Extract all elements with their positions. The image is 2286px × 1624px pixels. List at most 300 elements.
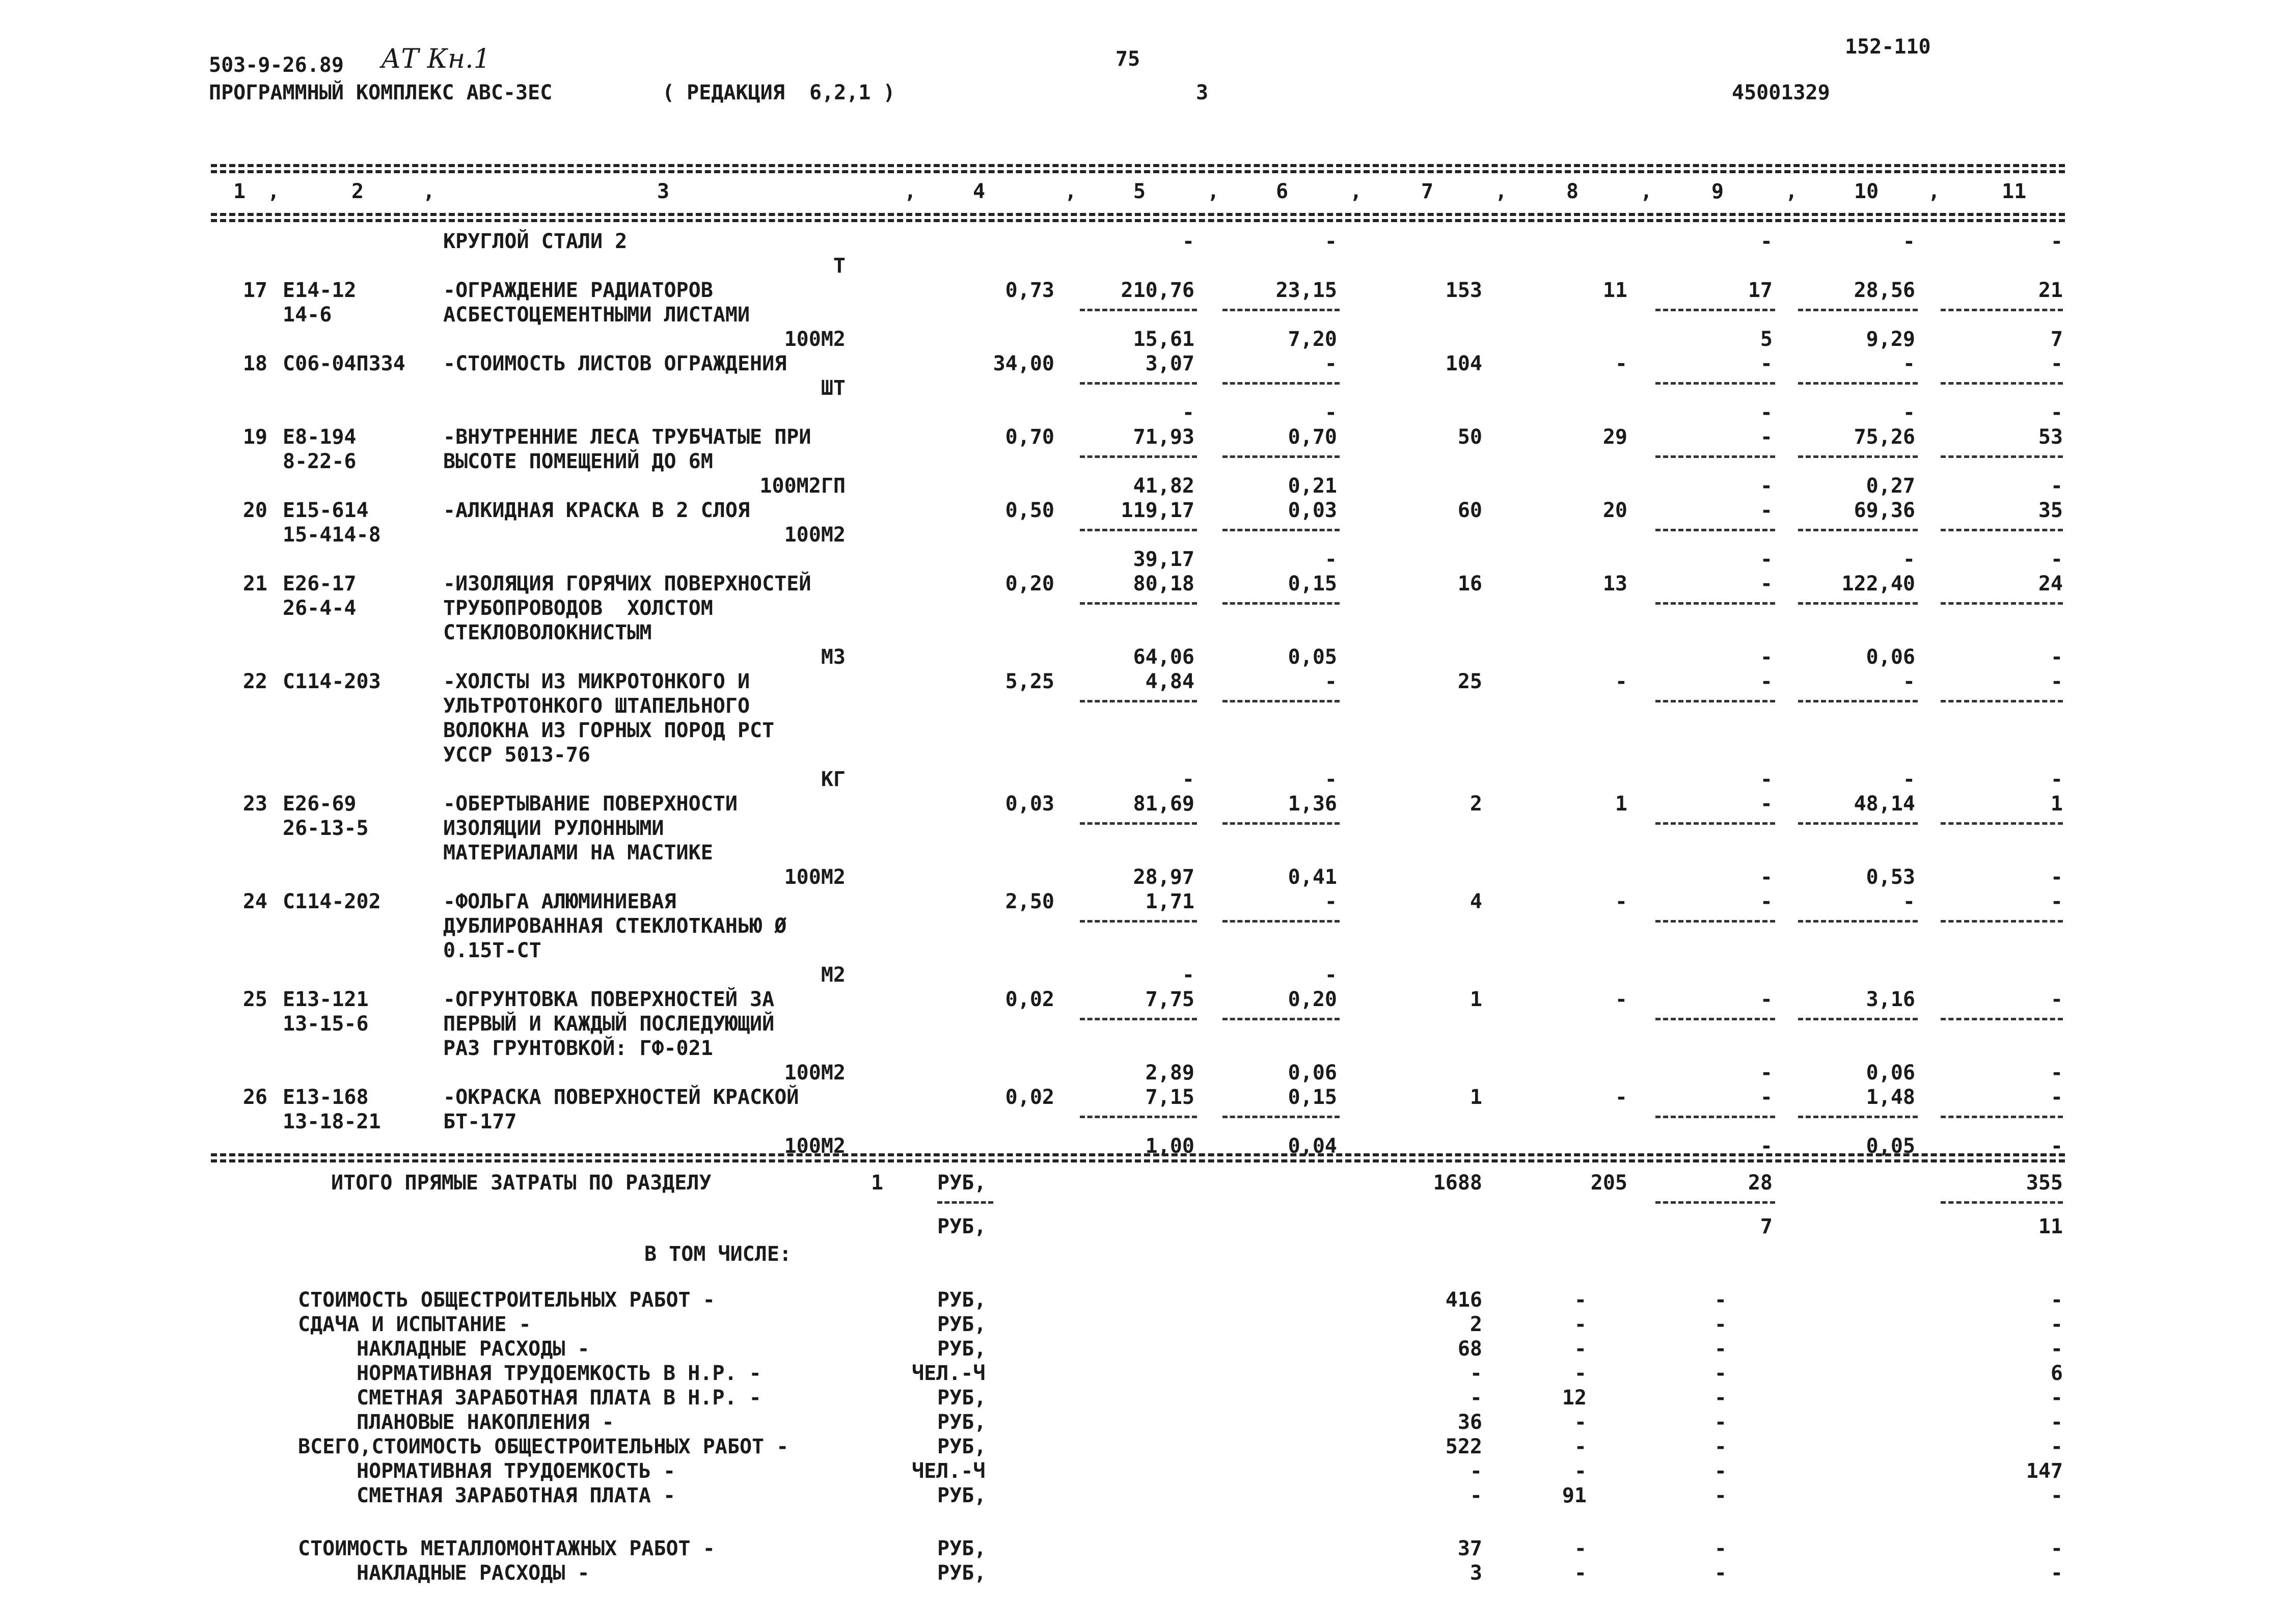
row-value-c5: 7,15: [1145, 1086, 1194, 1109]
row-value-c9: -: [1760, 425, 1773, 449]
row-value-c10: 48,14: [1854, 792, 1915, 816]
row-description: -ФОЛЬГА АЛЮМИНИЕВАЯ: [443, 890, 676, 913]
summary-c11: -: [2050, 1386, 2063, 1410]
sheet-number: 3: [1196, 81, 1209, 104]
value-underline: [1655, 309, 1775, 311]
total-underline: [1941, 1201, 2063, 1204]
total-label: ИТОГО ПРЯМЫЕ ЗАТРАТЫ ПО РАЗДЕЛУ: [331, 1171, 712, 1195]
row-value-c5: 210,76: [1121, 279, 1194, 302]
row-value-c4: 0,02: [1005, 1086, 1054, 1109]
table-bottom-rule: [211, 1153, 2065, 1156]
row-description: -СТОИМОСТЬ ЛИСТОВ ОГРАЖДЕНИЯ: [443, 352, 787, 375]
value-underline: [1222, 529, 1340, 531]
row-value-c8: 20: [1602, 499, 1627, 522]
row-value-c5: 4,84: [1145, 670, 1194, 693]
row-value-c6: 1,36: [1288, 792, 1337, 816]
value-underline: [1798, 309, 1918, 311]
row-value-c10: 69,36: [1854, 499, 1915, 522]
edition: ( РЕДАКЦИЯ 6,2,1 ): [662, 81, 895, 104]
summary-c11: -: [2050, 1313, 2063, 1336]
summary-c8: -: [1574, 1337, 1587, 1361]
value-underline: [1222, 1116, 1340, 1118]
row-sub-s5: 39,17: [1133, 548, 1194, 571]
row-value-c6: -: [1324, 230, 1337, 253]
row-value-c9: -: [1760, 499, 1773, 522]
summary-label: СТОИМОСТЬ МЕТАЛЛОМОНТАЖНЫХ РАБОТ -: [298, 1537, 715, 1560]
summary-label: СМЕТНАЯ ЗАРАБОТНАЯ ПЛАТА В Н.Р. -: [357, 1386, 761, 1410]
value-underline: [1941, 529, 2063, 531]
summary-label: НОРМАТИВНАЯ ТРУДОЕМКОСТЬ В Н.Р. -: [357, 1362, 761, 1385]
program-name: ПРОГРАММНЫЙ КОМПЛЕКС АВС-3ЕС: [209, 81, 553, 104]
row-sub-s6: 0,21: [1288, 474, 1337, 498]
summary-c7: -: [1469, 1362, 1482, 1385]
row-sub-s11: -: [2050, 1134, 2063, 1158]
row-description: АСБЕСТОЦЕМЕНТНЫМИ ЛИСТАМИ: [443, 303, 750, 327]
summary-c9: -: [1714, 1484, 1727, 1507]
column-separator: ,: [1207, 180, 1220, 203]
summary-c8: 91: [1562, 1484, 1587, 1507]
row-sub-s6: 0,05: [1288, 645, 1337, 669]
row-code: Е26-17: [283, 572, 357, 596]
row-code: Е15-614: [283, 499, 369, 522]
summary-unit: ЧЕЛ.-Ч: [912, 1362, 986, 1385]
row-sub-s10: 0,06: [1866, 645, 1915, 669]
row-number: 19: [242, 425, 267, 449]
row-sub-s6: -: [1324, 963, 1337, 987]
row-sub-s10: 0,06: [1866, 1061, 1915, 1085]
row-value-c10: 75,26: [1854, 425, 1915, 449]
value-underline: [1655, 602, 1775, 605]
total-sub-c9: 7: [1760, 1215, 1773, 1238]
row-code: Е13-168: [283, 1086, 369, 1109]
row-value-c11: 1: [2050, 792, 2063, 816]
summary-c9: -: [1714, 1537, 1727, 1560]
row-value-c10: 1,48: [1866, 1086, 1915, 1109]
row-description: -ХОЛСТЫ ИЗ МИКРОТОНКОГО И: [443, 670, 750, 693]
row-value-c5: -: [1182, 230, 1194, 253]
value-underline: [1941, 1018, 2063, 1020]
value-underline: [1222, 1018, 1340, 1020]
total-c11: 355: [2026, 1171, 2063, 1195]
value-underline: [1941, 602, 2063, 605]
summary-c11: -: [2050, 1288, 2063, 1312]
row-description: 0.15Т-СТ: [443, 939, 541, 962]
row-sub-s6: -: [1324, 548, 1337, 571]
summary-c7: -: [1469, 1459, 1482, 1483]
table-bottom-rule-2: [211, 1159, 2065, 1162]
row-sub-s11: -: [2050, 768, 2063, 791]
value-underline: [1655, 455, 1775, 458]
row-value-c6: -: [1324, 890, 1337, 913]
value-underline: [1655, 700, 1775, 702]
summary-c9: -: [1714, 1459, 1727, 1483]
row-sub-s9: -: [1760, 1134, 1773, 1158]
summary-c9: -: [1714, 1386, 1727, 1410]
row-value-c11: -: [2050, 988, 2063, 1011]
summary-c11: -: [2050, 1337, 2063, 1361]
row-description: БТ-177: [443, 1110, 517, 1133]
row-value-c8: 13: [1602, 572, 1627, 596]
row-unit: 100М2: [784, 328, 846, 351]
row-description: ВОЛОКНА ИЗ ГОРНЫХ ПОРОД РСТ: [443, 719, 775, 742]
value-underline: [1655, 1018, 1775, 1020]
value-underline: [1941, 455, 2063, 458]
column-separator: ,: [1640, 180, 1653, 203]
value-underline: [1080, 1116, 1197, 1118]
row-sub-s6: 0,41: [1288, 865, 1337, 889]
row-description: -ОБЕРТЫВАНИЕ ПОВЕРХНОСТИ: [443, 792, 738, 816]
row-unit: 100М2: [784, 865, 846, 889]
column-header-8: 8: [1566, 180, 1579, 203]
row-value-c6: 0,15: [1288, 1086, 1337, 1109]
row-value-c5: 71,93: [1133, 425, 1194, 449]
row-sub-s9: -: [1760, 474, 1773, 498]
summary-c9: -: [1714, 1337, 1727, 1361]
row-subcode: 14-6: [283, 303, 332, 327]
row-sub-s5: 64,06: [1133, 645, 1194, 669]
row-value-c8: 11: [1602, 279, 1627, 302]
row-unit: Т: [833, 254, 846, 278]
row-value-c4: 0,20: [1005, 572, 1054, 596]
value-underline: [1080, 529, 1197, 531]
row-value-c5: 1,71: [1145, 890, 1194, 913]
row-sub-s6: 7,20: [1288, 328, 1337, 351]
row-number: 26: [242, 1086, 267, 1109]
value-underline: [1222, 309, 1340, 311]
summary-c7: 68: [1457, 1337, 1482, 1361]
column-header-3: 3: [657, 180, 670, 203]
value-underline: [1941, 382, 2063, 385]
row-description: -ОГРАЖДЕНИЕ РАДИАТОРОВ: [443, 279, 713, 302]
row-description: УЛЬТРОТОНКОГО ШТАПЕЛЬНОГО: [443, 694, 750, 718]
table-top-rule: [211, 164, 2065, 167]
row-sub-s5: -: [1182, 963, 1194, 987]
row-value-c4: 0,02: [1005, 988, 1054, 1011]
row-value-c11: -: [2050, 670, 2063, 693]
row-value-c7: 4: [1469, 890, 1482, 913]
row-unit: М2: [821, 963, 846, 987]
row-sub-s9: -: [1760, 645, 1773, 669]
row-unit: 100М2ГП: [759, 474, 846, 498]
value-underline: [1080, 920, 1197, 923]
row-value-c10: 122,40: [1841, 572, 1915, 596]
row-value-c10: -: [1902, 890, 1915, 913]
value-underline: [1798, 822, 1918, 825]
summary-c11: -: [2050, 1561, 2063, 1585]
row-sub-s5: 1,00: [1145, 1134, 1194, 1158]
row-value-c6: 23,15: [1275, 279, 1337, 302]
column-header-1: 1: [233, 180, 246, 203]
row-sub-s5: 2,89: [1145, 1061, 1194, 1085]
value-underline: [1798, 455, 1918, 458]
row-value-c10: 28,56: [1854, 279, 1915, 302]
row-code: Е26-69: [283, 792, 357, 816]
row-number: 25: [242, 988, 267, 1011]
summary-c8: -: [1574, 1435, 1587, 1458]
row-sub-s9: -: [1760, 768, 1773, 791]
column-header-2: 2: [351, 180, 364, 203]
value-underline: [1941, 700, 2063, 702]
value-underline: [1798, 382, 1918, 385]
value-underline: [1080, 455, 1197, 458]
column-header-11: 11: [2002, 180, 2027, 203]
row-value-c8: -: [1615, 670, 1627, 693]
value-underline: [1222, 822, 1340, 825]
row-value-c4: 0,03: [1005, 792, 1054, 816]
row-sub-s9: -: [1760, 865, 1773, 889]
page-number: 75: [1115, 47, 1140, 71]
summary-c8: -: [1574, 1411, 1587, 1434]
row-unit: 100М2: [784, 523, 846, 547]
summary-c9: -: [1714, 1288, 1727, 1312]
summary-c9: -: [1714, 1435, 1727, 1458]
row-description: -ОГРУНТОВКА ПОВЕРХНОСТЕЙ ЗА: [443, 988, 775, 1011]
value-underline: [1798, 1018, 1918, 1020]
row-number: 20: [242, 499, 267, 522]
table-header-rule: [211, 213, 2065, 216]
summary-unit: РУБ,: [937, 1484, 987, 1507]
total-c7: 1688: [1433, 1171, 1482, 1195]
summary-unit: РУБ,: [937, 1313, 987, 1336]
summary-c7: 2: [1469, 1313, 1482, 1336]
row-description: РАЗ ГРУНТОВКОЙ: ГФ-021: [443, 1037, 713, 1060]
row-subcode: 15-414-8: [283, 523, 381, 547]
row-sub-s5: -: [1182, 768, 1194, 791]
summary-c11: 147: [2026, 1459, 2063, 1483]
row-value-c5: 3,07: [1145, 352, 1194, 375]
row-description: -ИЗОЛЯЦИЯ ГОРЯЧИХ ПОВЕРХНОСТЕЙ: [443, 572, 811, 596]
row-subcode: 13-15-6: [283, 1012, 369, 1036]
summary-label: ПЛАНОВЫЕ НАКОПЛЕНИЯ -: [357, 1411, 614, 1434]
summary-label: НОРМАТИВНАЯ ТРУДОЕМКОСТЬ -: [357, 1459, 676, 1483]
summary-c9: -: [1714, 1313, 1727, 1336]
row-sub-s6: -: [1324, 768, 1337, 791]
row-value-c7: 153: [1445, 279, 1482, 302]
column-separator: ,: [423, 180, 436, 203]
row-sub-s11: -: [2050, 645, 2063, 669]
row-sub-s9: -: [1760, 548, 1773, 571]
row-value-c8: -: [1615, 1086, 1627, 1109]
row-sub-s9: -: [1760, 401, 1773, 424]
value-underline: [1655, 920, 1775, 923]
summary-c8: -: [1574, 1362, 1587, 1385]
row-description: КРУГЛОЙ СТАЛИ 2: [443, 230, 628, 253]
summary-label: СТОИМОСТЬ ОБЩЕСТРОИТЕЛЬНЫХ РАБОТ -: [298, 1288, 715, 1312]
column-separator: ,: [1928, 180, 1941, 203]
row-value-c11: -: [2050, 230, 2063, 253]
row-value-c4: 5,25: [1005, 670, 1054, 693]
summary-c9: -: [1714, 1561, 1727, 1585]
row-value-c8: 29: [1602, 425, 1627, 449]
row-value-c9: -: [1760, 1086, 1773, 1109]
summary-c7: -: [1469, 1484, 1482, 1507]
row-description: ДУБЛИРОВАННАЯ СТЕКЛОТКАНЬЮ Ø: [443, 914, 787, 938]
total-section: 1: [871, 1171, 884, 1195]
row-value-c9: -: [1760, 572, 1773, 596]
summary-c7: 37: [1457, 1537, 1482, 1560]
column-header-4: 4: [973, 180, 986, 203]
row-value-c4: 0,70: [1005, 425, 1054, 449]
row-value-c6: 0,70: [1288, 425, 1337, 449]
row-subcode: 26-13-5: [283, 817, 369, 840]
summary-c11: -: [2050, 1537, 2063, 1560]
row-value-c8: 1: [1615, 792, 1627, 816]
row-description: МАТЕРИАЛАМИ НА МАСТИКЕ: [443, 841, 713, 864]
column-separator: ,: [1350, 180, 1363, 203]
row-value-c6: 0,15: [1288, 572, 1337, 596]
row-value-c8: -: [1615, 352, 1627, 375]
row-value-c10: -: [1902, 670, 1915, 693]
row-value-c6: 0,03: [1288, 499, 1337, 522]
summary-unit: ЧЕЛ.-Ч: [912, 1459, 986, 1483]
table-top-rule-2: [211, 170, 2065, 173]
total-underline: [937, 1201, 993, 1204]
row-value-c6: -: [1324, 352, 1337, 375]
value-underline: [1222, 602, 1340, 605]
album-handwritten: АТ Кн.1: [381, 44, 491, 74]
row-value-c5: 80,18: [1133, 572, 1194, 596]
row-value-c10: 3,16: [1866, 988, 1915, 1011]
row-code: С06-04П334: [283, 352, 405, 375]
doc-code: 503-9-26.89: [209, 53, 344, 77]
row-sub-s5: -: [1182, 401, 1194, 424]
row-value-c4: 2,50: [1005, 890, 1054, 913]
column-header-5: 5: [1133, 180, 1146, 203]
doc-reference: 152-110: [1845, 35, 1931, 59]
row-value-c7: 50: [1457, 425, 1482, 449]
column-header-10: 10: [1854, 180, 1879, 203]
summary-c8: 12: [1562, 1386, 1587, 1410]
row-value-c11: 53: [2038, 425, 2063, 449]
summary-unit: РУБ,: [937, 1288, 987, 1312]
value-underline: [1655, 822, 1775, 825]
row-sub-s10: 9,29: [1866, 328, 1915, 351]
total-c9: 28: [1748, 1171, 1773, 1195]
row-unit: 100М2: [784, 1061, 846, 1085]
column-header-6: 6: [1276, 180, 1289, 203]
value-underline: [1222, 382, 1340, 385]
row-sub-s11: -: [2050, 401, 2063, 424]
summary-unit: РУБ,: [937, 1337, 987, 1361]
row-description: ИЗОЛЯЦИИ РУЛОННЫМИ: [443, 817, 664, 840]
row-description: -ОКРАСКА ПОВЕРХНОСТЕЙ КРАСКОЙ: [443, 1086, 799, 1109]
value-underline: [1655, 529, 1775, 531]
row-subcode: 13-18-21: [283, 1110, 381, 1133]
value-underline: [1941, 822, 2063, 825]
total-underline: [1655, 1201, 1775, 1204]
row-value-c6: -: [1324, 670, 1337, 693]
value-underline: [1941, 309, 2063, 311]
row-sub-s10: 0,05: [1866, 1134, 1915, 1158]
row-sub-s9: 5: [1760, 328, 1773, 351]
summary-unit: РУБ,: [937, 1537, 987, 1560]
row-code: С114-202: [283, 890, 381, 913]
summary-label: НАКЛАДНЫЕ РАСХОДЫ -: [357, 1561, 590, 1585]
row-value-c5: 7,75: [1145, 988, 1194, 1011]
row-description: ПЕРВЫЙ И КАЖДЫЙ ПОСЛЕДУЮЩИЙ: [443, 1012, 775, 1036]
summary-unit: РУБ,: [937, 1411, 987, 1434]
row-value-c9: -: [1760, 890, 1773, 913]
row-description: -АЛКИДНАЯ КРАСКА В 2 СЛОЯ: [443, 499, 750, 522]
row-sub-s10: 0,27: [1866, 474, 1915, 498]
row-number: 24: [242, 890, 267, 913]
row-unit: ШТ: [821, 376, 846, 400]
value-underline: [1222, 455, 1340, 458]
value-underline: [1222, 920, 1340, 923]
row-value-c9: 17: [1748, 279, 1773, 302]
row-value-c11: 35: [2038, 499, 2063, 522]
including-label: В ТОМ ЧИСЛЕ:: [644, 1242, 792, 1266]
summary-c7: 522: [1445, 1435, 1482, 1458]
column-separator: ,: [267, 180, 280, 203]
total-sub-c11: 11: [2038, 1215, 2063, 1238]
value-underline: [1798, 1116, 1918, 1118]
summary-c7: 36: [1457, 1411, 1482, 1434]
row-sub-s5: 15,61: [1133, 328, 1194, 351]
row-value-c7: 1: [1469, 1086, 1482, 1109]
row-value-c9: -: [1760, 352, 1773, 375]
row-sub-s11: -: [2050, 474, 2063, 498]
row-value-c8: -: [1615, 890, 1627, 913]
row-description: ВЫСОТЕ ПОМЕЩЕНИЙ ДО 6М: [443, 450, 713, 473]
row-sub-s11: -: [2050, 1061, 2063, 1085]
total-unit-2: РУБ,: [937, 1215, 987, 1238]
summary-unit: РУБ,: [937, 1561, 987, 1585]
row-sub-s11: -: [2050, 548, 2063, 571]
row-value-c9: -: [1760, 230, 1773, 253]
row-number: 18: [242, 352, 267, 375]
summary-c7: 416: [1445, 1288, 1482, 1312]
row-value-c11: 24: [2038, 572, 2063, 596]
row-number: 23: [242, 792, 267, 816]
value-underline: [1941, 1116, 2063, 1118]
row-description: СТЕКЛОВОЛОКНИСТЫМ: [443, 621, 652, 644]
row-subcode: 8-22-6: [283, 450, 357, 473]
row-value-c4: 0,73: [1005, 279, 1054, 302]
row-code: С114-203: [283, 670, 381, 693]
value-underline: [1655, 382, 1775, 385]
summary-unit: РУБ,: [937, 1386, 987, 1410]
row-value-c7: 60: [1457, 499, 1482, 522]
row-value-c9: -: [1760, 988, 1773, 1011]
row-unit: 100М2: [784, 1134, 846, 1158]
table-header-rule-2: [211, 219, 2065, 222]
row-value-c4: 0,50: [1005, 499, 1054, 522]
row-sub-s6: 0,06: [1288, 1061, 1337, 1085]
value-underline: [1655, 1116, 1775, 1118]
value-underline: [1798, 920, 1918, 923]
value-underline: [1798, 602, 1918, 605]
value-underline: [1798, 529, 1918, 531]
summary-label: НАКЛАДНЫЕ РАСХОДЫ -: [357, 1337, 590, 1361]
row-value-c6: 0,20: [1288, 988, 1337, 1011]
value-underline: [1080, 700, 1197, 702]
row-subcode: 26-4-4: [283, 597, 357, 620]
summary-c11: -: [2050, 1435, 2063, 1458]
row-sub-s10: 0,53: [1866, 865, 1915, 889]
summary-unit: РУБ,: [937, 1435, 987, 1458]
row-description: УССР 5013-76: [443, 743, 590, 767]
row-unit: КГ: [821, 768, 846, 791]
total-unit: РУБ,: [937, 1171, 987, 1195]
summary-label: СМЕТНАЯ ЗАРАБОТНАЯ ПЛАТА -: [357, 1484, 676, 1507]
row-value-c11: -: [2050, 1086, 2063, 1109]
row-sub-s10: -: [1902, 401, 1915, 424]
estimate-code: 45001329: [1732, 81, 1830, 104]
row-code: Е8-194: [283, 425, 357, 449]
row-number: 21: [242, 572, 267, 596]
summary-c8: -: [1574, 1313, 1587, 1336]
